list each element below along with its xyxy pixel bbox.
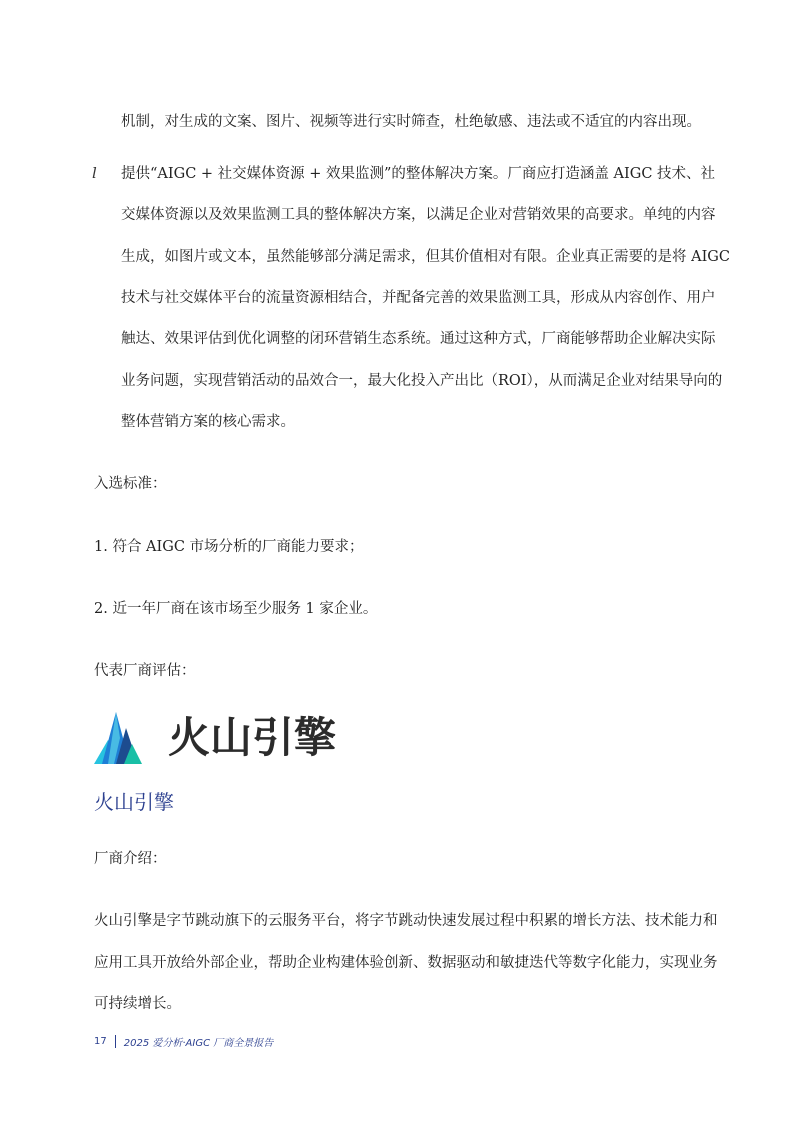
criteria-heading: 入选标准： bbox=[94, 476, 167, 492]
bullet-line: 交媒体资源以及效果监测工具的整体解决方案，以满足企业对营销效果的高要求。单纯的内容 bbox=[121, 207, 716, 223]
bullet-line: 提供“AIGC + 社交媒体资源 + 效果监测”的整体解决方案。厂商应打造涵盖 AIGC 技术、社 bbox=[121, 166, 716, 182]
page-number: 17 bbox=[94, 1036, 107, 1047]
vendor-intro-line: 火山引擎是字节跳动旗下的云服务平台，将字节跳动快速发展过程中积累的增长方法、技术能力和 bbox=[94, 913, 718, 929]
bullet-line: 生成，如图片或文本，虽然能够部分满足需求，但其价值相对有限。企业真正需要的是将 AIGC bbox=[121, 249, 730, 265]
volcano-engine-logo bbox=[94, 702, 354, 768]
criteria-item: 1. 符合 AIGC 市场分析的厂商能力要求； bbox=[94, 539, 364, 555]
vendor-intro-line: 应用工具开放给外部企业，帮助企业构建体验创新、数据驱动和敏捷迭代等数字化能力，实现业务 bbox=[94, 955, 718, 971]
body-line: 机制，对生成的文案、图片、视频等进行实时筛查，杜绝敏感、违法或不适宜的内容出现。 bbox=[121, 114, 701, 130]
report-title: 2025 爱分析·AIGC 厂商全景报告 bbox=[123, 1038, 274, 1049]
vendor-intro-heading: 厂商介绍： bbox=[94, 851, 167, 867]
criteria-item: 2. 近一年厂商在该市场至少服务 1 家企业。 bbox=[94, 601, 378, 617]
footer-divider bbox=[115, 1035, 116, 1048]
bullet-line: 业务问题，实现营销活动的品效合一，最大化投入产出比（ROI），从而满足企业对结果导向的 bbox=[121, 373, 723, 389]
vendor-eval-heading: 代表厂商评估： bbox=[94, 663, 196, 679]
vendor-name: 火山引擎 bbox=[94, 790, 174, 814]
logo-wordmark: 火山引擎 bbox=[168, 713, 337, 762]
bullet-marker: l bbox=[92, 164, 97, 182]
bullet-line: 技术与社交媒体平台的流量资源相结合，并配备完善的效果监测工具，形成从内容创作、用户 bbox=[121, 290, 716, 306]
bullet-line: 整体营销方案的核心需求。 bbox=[121, 414, 295, 430]
page-footer bbox=[94, 1034, 273, 1049]
bullet-line: 触达、效果评估到优化调整的闭环营销生态系统。通过这种方式，厂商能够帮助企业解决实际 bbox=[121, 331, 716, 347]
vendor-intro-line: 可持续增长。 bbox=[94, 996, 181, 1012]
